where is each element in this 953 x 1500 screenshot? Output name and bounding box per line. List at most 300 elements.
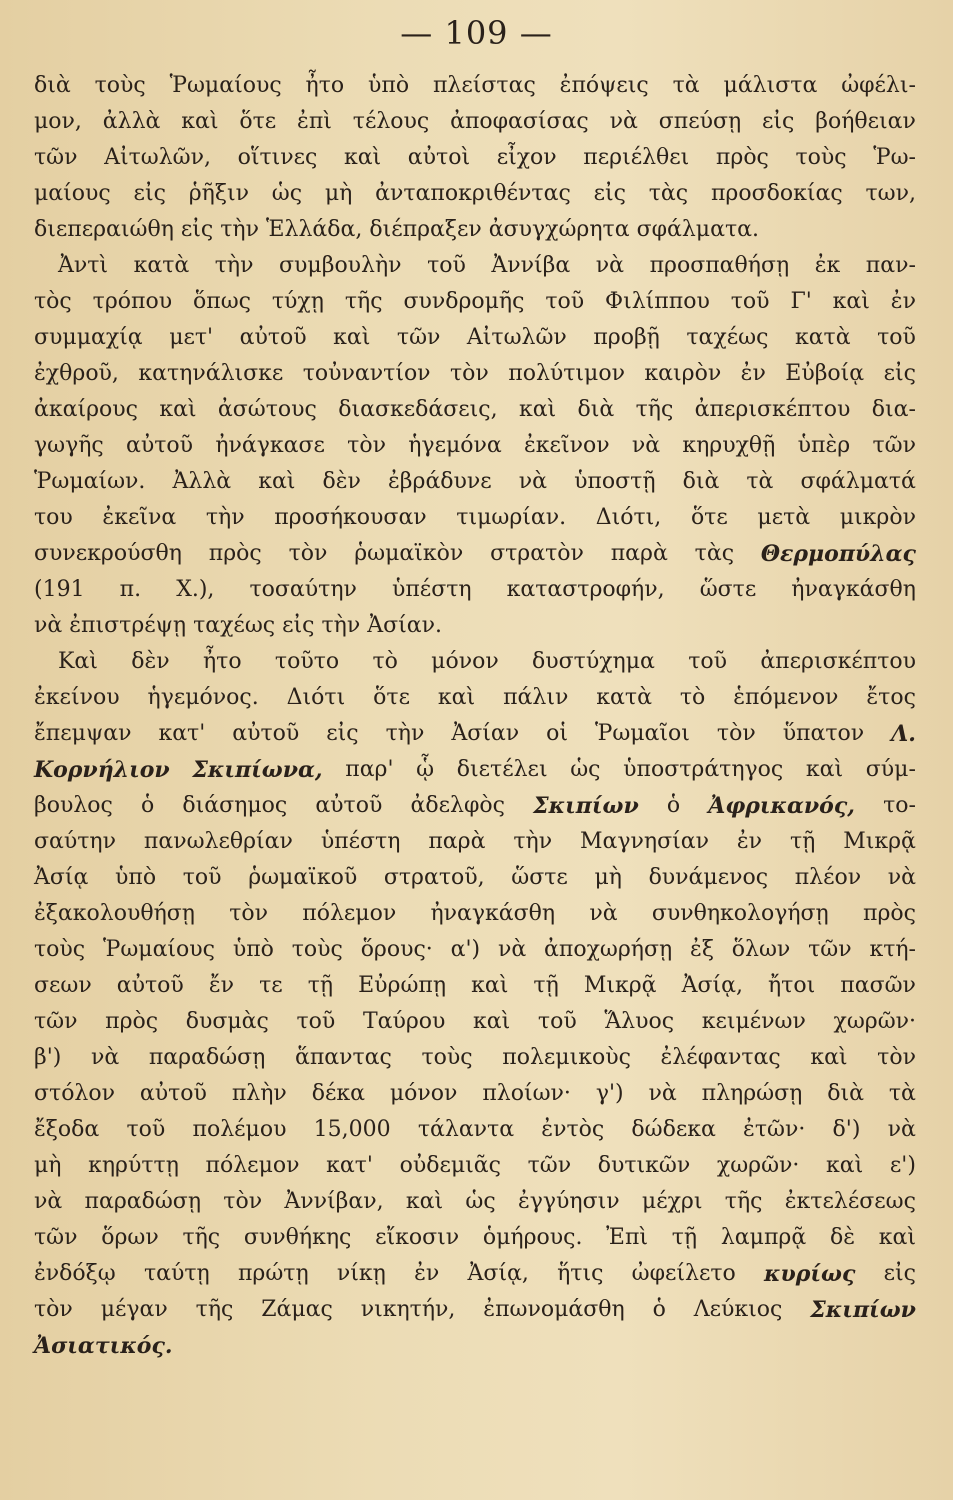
word: ἐκτελέσεως xyxy=(784,1189,916,1214)
word: αὐτοῦ xyxy=(139,1081,207,1106)
word: Γ' xyxy=(790,289,812,314)
text-line xyxy=(34,788,916,824)
word: ἀπερισκέπτου xyxy=(694,397,851,422)
word: πρὸς xyxy=(208,541,262,566)
text-line xyxy=(34,68,916,104)
word: ὡς xyxy=(271,181,303,206)
word: καὶ xyxy=(181,109,219,134)
word: ὅπως xyxy=(193,289,251,314)
word: ε') xyxy=(889,1153,916,1178)
word: ἅπαντας xyxy=(294,1045,392,1070)
word: τῇ xyxy=(307,973,334,998)
word: των, xyxy=(865,181,916,206)
word: τὰς xyxy=(694,541,735,566)
word: παρὰ xyxy=(610,541,668,566)
word: τοῦ xyxy=(427,253,466,278)
word: ὑποστράτηγος xyxy=(623,757,784,782)
word: Ἀσίαν. xyxy=(367,613,442,638)
word: τῆς xyxy=(724,1189,763,1214)
page-number: — 109 — xyxy=(400,14,553,52)
word: τιμωρίαν. xyxy=(456,505,567,530)
word: προβῇ xyxy=(593,325,660,350)
word: καὶ xyxy=(826,1153,864,1178)
word: ἀσώτους xyxy=(217,397,317,422)
word: νὰ xyxy=(887,865,916,890)
word: σύμ- xyxy=(865,757,916,782)
word: πλείστας xyxy=(432,73,536,98)
word: προσδοκίας xyxy=(710,181,843,206)
word: νὰ xyxy=(595,253,625,278)
word: ὁ xyxy=(141,793,155,818)
word: ἐξ xyxy=(690,937,714,962)
word: εἰς xyxy=(326,721,359,746)
word: τῇ xyxy=(533,973,559,998)
word: π. xyxy=(119,577,142,602)
word: ὑπὸ xyxy=(232,937,274,962)
word: μέχρι xyxy=(641,1189,703,1214)
word: καὶ xyxy=(343,145,382,170)
text-line xyxy=(34,140,916,176)
word: χωρῶν· xyxy=(716,1153,800,1178)
word: Ῥωμαίους xyxy=(169,73,282,98)
word: ἐπιστρέψῃ xyxy=(69,613,187,638)
word: κηρύττῃ xyxy=(88,1153,179,1178)
word: τῆς xyxy=(182,1225,221,1250)
word: εἰς xyxy=(180,217,214,242)
word: πληρώσῃ xyxy=(701,1081,803,1106)
word: τοὺς xyxy=(795,145,847,170)
word: ὅλων xyxy=(731,937,791,962)
word: πλέον xyxy=(794,865,862,890)
word: Ἑλλάδα, xyxy=(266,217,363,242)
word: μέγαν xyxy=(100,1297,168,1322)
word: μὴ xyxy=(594,865,622,890)
word: καὶ xyxy=(518,397,557,422)
text-line xyxy=(34,608,916,644)
word: ταχέως xyxy=(686,325,769,350)
word: καιρὸν xyxy=(644,361,722,386)
word: Φιλίππου xyxy=(605,289,710,314)
word: δια- xyxy=(871,397,916,422)
word: ὥστε xyxy=(511,865,568,890)
word: νὰ xyxy=(589,901,618,926)
word: Κορνήλιον xyxy=(34,757,170,783)
word: ὅτε xyxy=(239,109,277,134)
word: Διότι, xyxy=(595,505,662,530)
text-line xyxy=(34,1112,916,1148)
word: διὰ xyxy=(34,73,71,98)
word: διασκεδάσεις, xyxy=(338,397,498,422)
word: ὑπέστη xyxy=(391,577,472,602)
word: οἵτινες xyxy=(237,145,318,170)
word: Ῥωμαίων. xyxy=(34,469,146,494)
word: διάσημος xyxy=(182,793,288,818)
word: τὸ xyxy=(679,685,706,710)
word: νὰ xyxy=(34,613,63,638)
word: νὰ xyxy=(609,109,638,134)
word: ἠναγκάσθη xyxy=(430,901,556,926)
word: ταχέως xyxy=(193,613,276,638)
word: τοῦ xyxy=(545,289,585,314)
word: λαμπρᾷ xyxy=(720,1225,807,1250)
word: ὅτε xyxy=(690,505,728,530)
word: τῶν xyxy=(872,433,916,458)
text-line xyxy=(34,212,916,248)
word: δυτικῶν xyxy=(597,1153,691,1178)
word: ὠφέλι- xyxy=(841,73,916,98)
word: μὴ xyxy=(324,181,353,206)
word: ἐκ xyxy=(814,253,841,278)
word: τῆς xyxy=(635,397,674,422)
word: ὅρους· xyxy=(360,937,433,962)
word: αὐτοῦ xyxy=(116,973,184,998)
word: στρατὸν xyxy=(490,541,584,566)
word: Σκιπίων xyxy=(533,793,639,819)
word: πρὸς xyxy=(105,1009,159,1034)
word: σφάλματα. xyxy=(636,217,759,242)
word: ἐπὶ xyxy=(297,109,332,134)
word: ἔπεμψαν xyxy=(34,721,132,746)
word: τῶν xyxy=(34,145,78,170)
word: ἠνάγκασε xyxy=(215,433,325,458)
word: ὑπὸ xyxy=(368,73,410,98)
word: εἰς xyxy=(133,181,166,206)
word: ἔξοδα xyxy=(34,1117,100,1142)
word: αὐτοῦ xyxy=(315,793,383,818)
word: ἀδελφὸς xyxy=(410,793,505,818)
word: 15,000 xyxy=(313,1117,391,1142)
word: Ῥω- xyxy=(873,145,916,170)
word: ῥῆξιν xyxy=(188,181,249,206)
word: μον, xyxy=(34,109,82,134)
word: ἐνδόξῳ xyxy=(34,1261,116,1286)
word: ἐντὸς xyxy=(541,1117,605,1142)
word: τε xyxy=(259,973,283,998)
text-line xyxy=(34,176,916,212)
word: καὶ xyxy=(805,757,844,782)
word: μόνον xyxy=(389,1081,458,1106)
word: ἀνταποκριθέντας xyxy=(375,181,571,206)
word: τῶν xyxy=(808,937,852,962)
word: πολεμικοὺς xyxy=(502,1045,631,1070)
word: τὰ xyxy=(888,1081,916,1106)
word: ὅτε xyxy=(373,685,410,710)
word: παραδώσῃ xyxy=(148,1045,266,1070)
text-line xyxy=(34,716,916,752)
word: αὐτοῦ xyxy=(232,721,300,746)
text-line xyxy=(34,1292,916,1328)
word: ἠναγκάσθη xyxy=(791,577,916,602)
word: περιέλθει xyxy=(583,145,690,170)
word: καὶ xyxy=(878,1225,916,1250)
word: νὰ xyxy=(34,1189,63,1214)
word: μόνον xyxy=(431,649,499,674)
word: Ταύρου xyxy=(362,1009,446,1034)
word: δυστύχημα xyxy=(532,649,655,674)
word: τοῦ xyxy=(296,1009,336,1034)
word: Μαγνησίαν xyxy=(579,829,709,854)
word: τοὺς xyxy=(421,1045,473,1070)
word: τὸν xyxy=(450,361,489,386)
word: συνδρομῆς xyxy=(403,289,525,314)
word: τὰ xyxy=(672,73,700,98)
word: τοῦ xyxy=(182,865,222,890)
word: συνθηκολογήσῃ xyxy=(651,901,829,926)
word: Ἅλυος xyxy=(604,1009,675,1034)
word: προσήκουσαν xyxy=(274,505,427,530)
word: δὲν xyxy=(131,649,170,674)
word: μετ' xyxy=(169,325,214,350)
word: τοῦ xyxy=(537,1009,577,1034)
word: τῶν xyxy=(34,1225,78,1250)
word: παρὰ xyxy=(428,829,486,854)
word: ὁμήρους. xyxy=(482,1225,583,1250)
word: κατὰ xyxy=(133,253,190,278)
word: αὐτοὶ xyxy=(407,145,471,170)
word: (191 xyxy=(34,577,85,602)
text-line xyxy=(34,752,916,788)
word: ἔτος xyxy=(866,685,916,710)
word: πόλεμον xyxy=(205,1153,300,1178)
word: ἀποφασίσας xyxy=(450,109,589,134)
word: πρώτῃ xyxy=(237,1261,309,1286)
text-line xyxy=(34,824,916,860)
word: ὁ xyxy=(652,1297,666,1322)
word: νικητήν, xyxy=(360,1297,456,1322)
word: τὸν xyxy=(288,541,328,566)
word: διὰ xyxy=(827,1081,864,1106)
word: κηρυχθῇ xyxy=(682,433,776,458)
word: δυσμὰς xyxy=(185,1009,269,1034)
word: Καὶ xyxy=(58,649,98,674)
word: οὐδεμιᾶς xyxy=(399,1153,501,1178)
word: α') xyxy=(450,937,481,962)
word: μετὰ xyxy=(757,505,811,530)
word: ἤτοι xyxy=(768,973,816,998)
word: ἀλλὰ xyxy=(102,109,161,134)
word: ἦτο xyxy=(202,649,242,674)
word: ἡγεμόνα xyxy=(408,433,502,458)
word: ἀπερισκέπτου xyxy=(760,649,916,674)
word: καὶ xyxy=(333,325,371,350)
word: Μικρᾷ xyxy=(843,829,916,854)
word: συνθήκης xyxy=(243,1225,352,1250)
word: διεπεραιώθη xyxy=(34,217,174,242)
word: ἐν xyxy=(740,361,766,386)
word: Ἀσίᾳ xyxy=(34,865,89,890)
word: Σκιπίων xyxy=(810,1297,916,1323)
word: καὶ xyxy=(473,1009,511,1034)
word: πασῶν xyxy=(840,973,916,998)
text-line xyxy=(34,284,916,320)
word: καὶ xyxy=(159,397,197,422)
word: Αἰτωλῶν xyxy=(466,325,567,350)
text-line xyxy=(34,1148,916,1184)
word: κτή- xyxy=(869,937,916,962)
word: ἐκεῖνον xyxy=(524,433,610,458)
word: νὰ xyxy=(518,469,547,494)
word: τῇ xyxy=(671,1225,698,1250)
text-line xyxy=(34,860,916,896)
word: ἐγγύησιν xyxy=(517,1189,620,1214)
word: Ἐπὶ xyxy=(606,1225,649,1250)
word: τῶν xyxy=(396,325,441,350)
word: σαύτην xyxy=(34,829,116,854)
word: εἰς xyxy=(883,1261,916,1286)
word: Ἀννίβαν, xyxy=(284,1189,384,1214)
word: ἐν xyxy=(890,289,916,314)
text-line xyxy=(34,104,916,140)
word: ὠφείλετο xyxy=(631,1261,736,1286)
word: διέπραξεν xyxy=(369,217,482,242)
word: ὑποστῇ xyxy=(574,469,656,494)
word: ὡς xyxy=(465,1189,496,1214)
word: ὥστε xyxy=(699,577,757,602)
word: δὲν xyxy=(322,469,361,494)
word: ὁ xyxy=(666,793,681,818)
word: νὰ xyxy=(631,433,661,458)
word: νίκῃ xyxy=(336,1261,386,1286)
word: νὰ xyxy=(648,1081,677,1106)
text-line xyxy=(34,1040,916,1076)
word: Ζάμας xyxy=(261,1297,333,1322)
word: Εὐρώπῃ xyxy=(358,973,447,998)
text-line xyxy=(34,572,916,608)
word: το- xyxy=(883,793,916,818)
word: τοὺς xyxy=(291,937,343,962)
word: διὰ xyxy=(682,469,720,494)
word: πολύτιμον xyxy=(508,361,625,386)
word: διετέλει xyxy=(456,757,548,782)
word: Ἀσίᾳ, xyxy=(467,1261,529,1286)
word: Ἀσίᾳ, xyxy=(681,973,743,998)
word: πλοίων· xyxy=(482,1081,571,1106)
word: τὸν xyxy=(877,1045,916,1070)
word: καὶ xyxy=(258,469,296,494)
word: Ἀσίαν xyxy=(451,721,520,746)
word: πλὴν xyxy=(231,1081,287,1106)
word: ἐξακολουθήσῃ xyxy=(34,901,195,926)
word: κατ' xyxy=(326,1153,373,1178)
word: τὴν xyxy=(385,721,425,746)
word: μὴ xyxy=(34,1153,62,1178)
word: νὰ xyxy=(497,937,527,962)
word: τοῦτο xyxy=(274,649,340,674)
word: Ῥωμαίους xyxy=(102,937,215,962)
word: τοῦ xyxy=(730,289,770,314)
word: ἐλέφαντας xyxy=(660,1045,781,1070)
word: τοῦ xyxy=(877,325,916,350)
text-line xyxy=(34,428,916,464)
word: συμμαχίᾳ xyxy=(34,325,143,350)
word: τρόπου xyxy=(92,289,173,314)
word: πρὸς xyxy=(715,145,769,170)
word: του xyxy=(34,505,73,530)
word: τὴν xyxy=(220,217,259,242)
word: Σκιπίωνα, xyxy=(192,757,323,783)
word: κειμένων xyxy=(701,1009,806,1034)
word: δ') xyxy=(832,1117,861,1142)
word: αὐτοῦ xyxy=(126,433,194,458)
word: ὡς xyxy=(570,757,601,782)
word: κυρίως xyxy=(764,1261,856,1287)
word: παραδώσῃ xyxy=(84,1189,202,1214)
word: ἑπόμενον xyxy=(733,685,839,710)
word: ἐχθροῦ, xyxy=(34,361,119,386)
word: βουλος xyxy=(34,793,113,818)
word: σφάλματά xyxy=(800,469,916,494)
word: μαίους xyxy=(34,181,111,206)
word: βοήθειαν xyxy=(815,109,916,134)
word: καταστροφήν, xyxy=(506,577,665,602)
text-line xyxy=(34,968,916,1004)
word: συνεκρούσθη xyxy=(34,541,182,566)
word: ὑπέστη xyxy=(320,829,401,854)
word: πόλεμον xyxy=(302,901,397,926)
text-line xyxy=(34,320,916,356)
word: ἀποχωρήσῃ xyxy=(544,937,673,962)
word: χωρῶν· xyxy=(833,1009,916,1034)
text-line xyxy=(34,1076,916,1112)
word: Λ. xyxy=(891,721,916,747)
word: μάλιστα xyxy=(723,73,818,98)
word: Χ.), xyxy=(176,577,215,602)
word: ταύτῃ xyxy=(143,1261,210,1286)
word: κατ' xyxy=(158,721,206,746)
word: πολέμου xyxy=(192,1117,287,1142)
word: τοῦ xyxy=(688,649,727,674)
text-line xyxy=(34,896,916,932)
word: καὶ xyxy=(471,973,509,998)
word: προσπαθήσῃ xyxy=(649,253,790,278)
word: δέκα xyxy=(311,1081,365,1106)
word: μικρὸν xyxy=(839,505,916,530)
word: ἐπωνομάσθη xyxy=(483,1297,625,1322)
word: τοὐναντίον xyxy=(302,361,431,386)
word: διὰ xyxy=(577,397,615,422)
word: ἥτις xyxy=(557,1261,604,1286)
word: ὕπατον xyxy=(782,721,865,746)
text-line xyxy=(34,1220,916,1256)
word: ὑπὸ xyxy=(115,865,157,890)
word: κατὰ xyxy=(596,685,652,710)
text-line xyxy=(34,392,916,428)
word: αὐτοῦ xyxy=(239,325,307,350)
text-line xyxy=(34,680,916,716)
word: εἴκοσιν xyxy=(375,1225,460,1250)
word: στόλον xyxy=(34,1081,115,1106)
word: δὲ xyxy=(829,1225,856,1250)
word: νὰ xyxy=(887,1117,916,1142)
word: τὸν xyxy=(223,1189,263,1214)
word: σπεύσῃ xyxy=(658,109,742,134)
word: δυνάμενος xyxy=(648,865,769,890)
word: τὸν xyxy=(347,433,386,458)
word: τύχῃ xyxy=(271,289,324,314)
word: ἡγεμόνος. xyxy=(147,685,259,710)
word: τῶν xyxy=(527,1153,572,1178)
word: ἀκαίρους xyxy=(34,397,138,422)
word: Ἀσιατικός. xyxy=(34,1333,173,1359)
word: Λεύκιος xyxy=(693,1297,783,1322)
text-line xyxy=(34,356,916,392)
word: ἐκεῖνα xyxy=(102,505,177,530)
word: τὸν xyxy=(34,1297,73,1322)
word: Ἀννίβα xyxy=(491,253,571,278)
word: πάλιν xyxy=(503,685,569,710)
text-line xyxy=(34,248,916,284)
word: τὴν xyxy=(321,613,361,638)
